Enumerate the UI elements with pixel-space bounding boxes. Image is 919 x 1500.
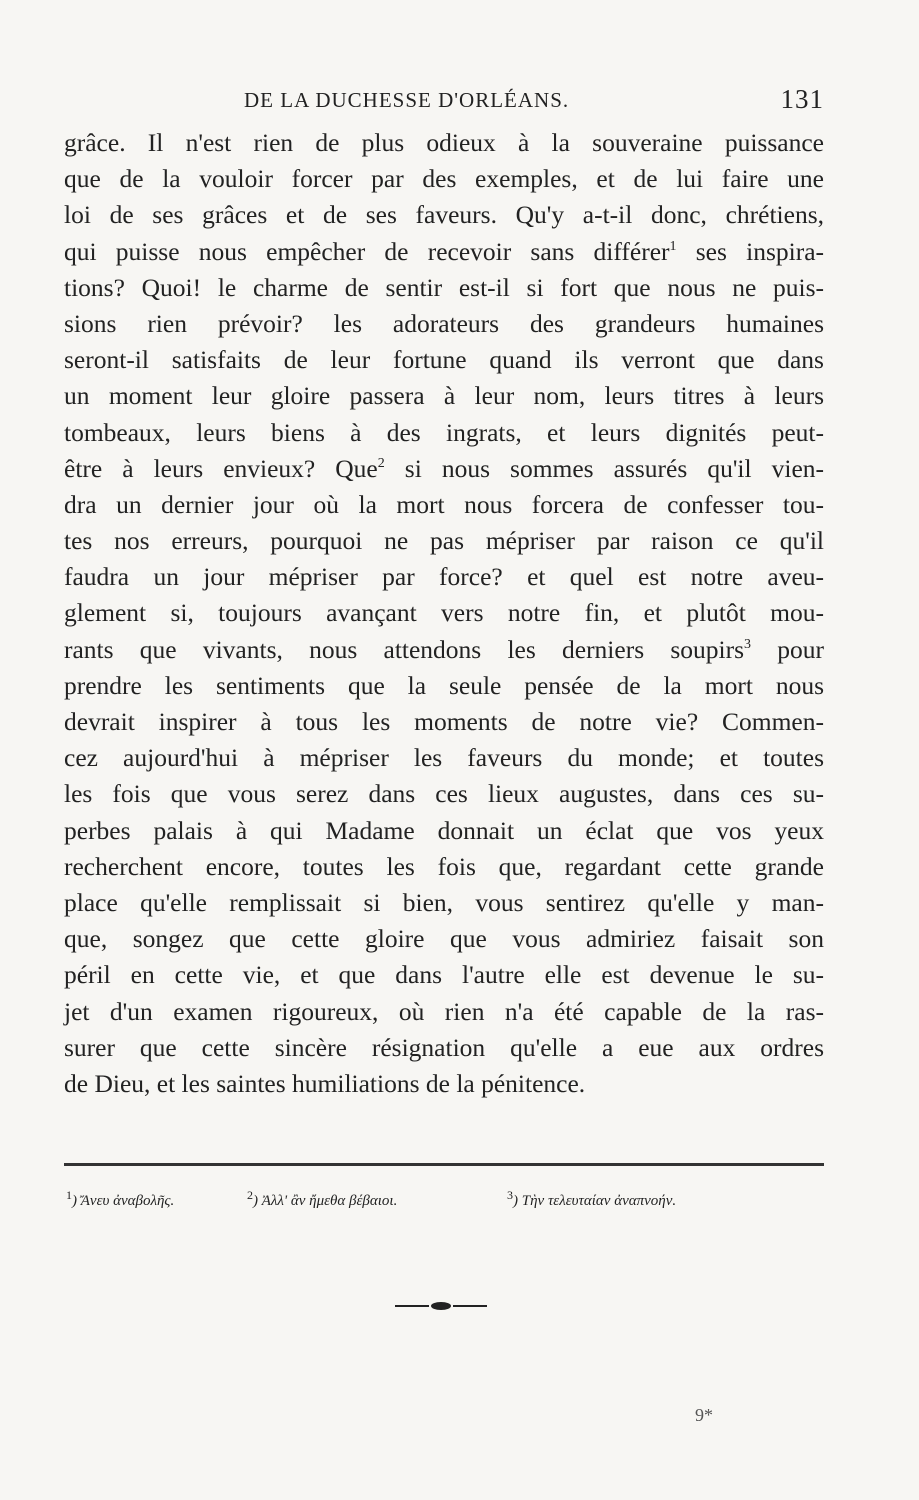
text-line: faudra un jour mépriser par force? et quel est notre aveu- bbox=[64, 562, 824, 592]
footnote-text: Τὴν τελευταίαν ἀναπνοήν. bbox=[521, 1193, 677, 1209]
text-line: recherchent encore, toutes les fois que, regardant cette grande bbox=[64, 851, 824, 881]
text-line: loi de ses grâces et de ses faveurs. Qu'y a-t-il donc, chrétiens, bbox=[64, 200, 824, 230]
text-line: tes nos erreurs, pourquoi ne pas mépriser par raison ce qu'il bbox=[64, 526, 824, 556]
footnote-mark: 2 bbox=[247, 1188, 253, 1202]
text-line bbox=[64, 234, 824, 270]
signature-mark: 9* bbox=[695, 1405, 713, 1425]
text-line: glement si, toujours avançant vers notre fin, et plutôt mou- bbox=[64, 598, 824, 628]
text-line: tombeaux, leurs biens à des ingrats, et leurs dignités peut- bbox=[64, 417, 824, 447]
text-line: sions rien prévoir? les adorateurs des grandeurs humaines bbox=[64, 308, 824, 338]
text-line: un moment leur gloire passera à leur nom, leurs titres à leurs bbox=[64, 381, 824, 411]
text-segment: ses inspira- bbox=[695, 236, 825, 266]
ornament-divider bbox=[395, 1300, 487, 1312]
text-line: dra un dernier jour où la mort nous forcera de confesser tou- bbox=[64, 489, 824, 519]
footnote-text: Ἄνευ ἀναβολῆς. bbox=[80, 1193, 175, 1209]
footnote-divider bbox=[64, 1163, 824, 1166]
note-reference: 2 bbox=[377, 455, 385, 471]
text-line: les fois que vous serez dans ces lieux augustes, dans ces su- bbox=[64, 779, 824, 809]
text-line: que de la vouloir forcer par des exemples, et de lui faire une bbox=[64, 164, 824, 194]
text-line: grâce. Il n'est rien de plus odieux à la souveraine puissance bbox=[64, 128, 824, 157]
page-number: 131 bbox=[780, 84, 824, 114]
body-text bbox=[64, 125, 824, 1102]
footnote-2: $^2$) Ἀλλ' ἂν ἤμεθα βέβαιοι. bbox=[247, 1188, 398, 1209]
text-line: surer que cette sincère résignation qu'elle a eue aux ordres bbox=[64, 1032, 824, 1062]
footnotes bbox=[64, 1188, 824, 1218]
text-line: que, songez que cette gloire que vous admiriez faisait son bbox=[64, 924, 824, 954]
footnote-3: $^3$) Τὴν τελευταίαν ἀναπνοήν. bbox=[507, 1188, 677, 1209]
text-segment: pour bbox=[777, 634, 825, 664]
text-line bbox=[64, 451, 824, 487]
text-line: péril en cette vie, et que dans l'autre elle est devenue le su- bbox=[64, 960, 824, 990]
text-segment: qui puisse nous empêcher de recevoir sans différer bbox=[64, 236, 670, 266]
text-segment: être à leurs envieux? Que bbox=[64, 453, 378, 483]
footnote-text: Ἀλλ' ἂν ἤμεθα βέβαιοι. bbox=[261, 1193, 398, 1209]
text-line: cez aujourd'hui à mépriser les faveurs du monde; et toutes bbox=[64, 743, 824, 773]
text-line: seront-il satisfaits de leur fortune quand ils verront que dans bbox=[64, 345, 824, 375]
text-line: place qu'elle remplissait si bien, vous sentirez qu'elle y man- bbox=[64, 887, 824, 917]
text-line: perbes palais à qui Madame donnait un éclat que vos yeux bbox=[64, 815, 824, 845]
text-line: tions? Quoi! le charme de sentir est-il si fort que nous ne puis- bbox=[64, 272, 824, 302]
text-line: jet d'un examen rigoureux, où rien n'a été capable de la ras- bbox=[64, 996, 824, 1026]
footnote-mark: 3 bbox=[507, 1188, 513, 1202]
text-segment: rants que vivants, nous attendons les derniers soupirs bbox=[64, 634, 745, 664]
text-line: prendre les sentiments que la seule pensée de la mort nous bbox=[64, 670, 824, 700]
running-header bbox=[64, 84, 824, 118]
text-line: devrait inspirer à tous les moments de notre vie? Commen- bbox=[64, 707, 824, 736]
footnote-1: $^1$) Ἄνευ ἀναβολῆς. bbox=[66, 1188, 175, 1209]
text-line: de Dieu, et les saintes humiliations de la pénitence. bbox=[64, 1068, 586, 1098]
footnote-mark: 1 bbox=[66, 1188, 72, 1202]
text-line bbox=[64, 632, 824, 668]
running-title: DE LA DUCHESSE D'ORLÉANS. bbox=[244, 88, 570, 112]
note-reference: 3 bbox=[744, 636, 752, 652]
note-reference: 1 bbox=[669, 238, 677, 254]
text-segment: si nous sommes assurés qu'il vien- bbox=[404, 453, 825, 483]
